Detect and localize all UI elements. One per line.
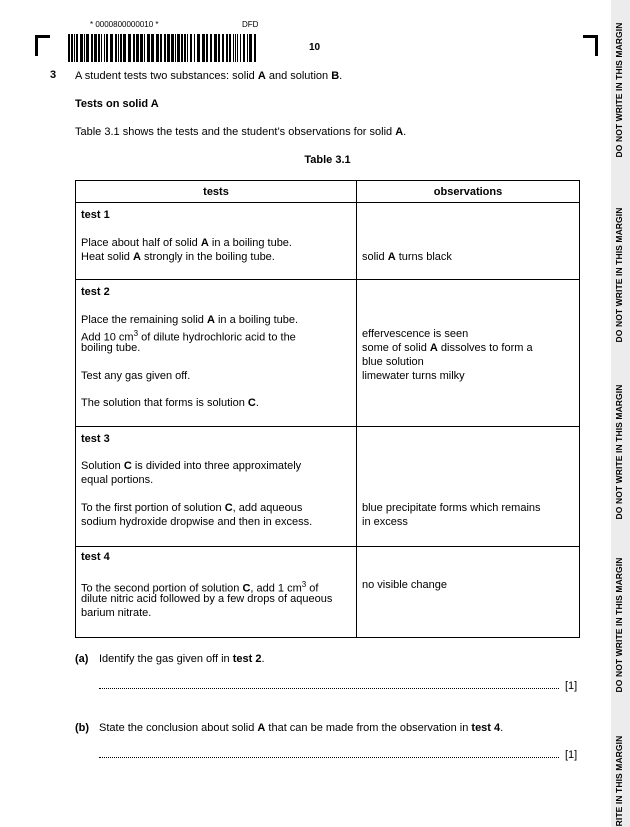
question-intro: A student tests two substances: solid A and solution B. bbox=[75, 70, 343, 82]
test1-observation-cell bbox=[357, 203, 580, 280]
part-a-mark: [1] bbox=[565, 680, 578, 692]
margin-warning: RITE IN THIS MARGIN bbox=[614, 735, 624, 827]
test2-line3: boiling tube. bbox=[81, 342, 141, 354]
test4-line2: dilute nitric acid followed by a few drops of aqueous bbox=[81, 593, 333, 605]
test3-observation-cell bbox=[357, 427, 580, 547]
barcode-code: DFD bbox=[242, 20, 259, 29]
margin-warning: DO NOT WRITE IN THIS MARGIN bbox=[614, 22, 624, 158]
test4-observation-cell bbox=[357, 547, 580, 638]
test2-observation-cell bbox=[357, 280, 580, 427]
test4-title: test 4 bbox=[81, 551, 110, 563]
observations-table bbox=[75, 180, 580, 638]
barcode-image bbox=[68, 34, 260, 62]
test3-line4: sodium hydroxide dropwise and then in excess. bbox=[81, 516, 313, 528]
test2-line5: The solution that forms is solution C. bbox=[81, 397, 259, 409]
header-observations: observations bbox=[357, 181, 580, 203]
part-a-label: (a) bbox=[75, 653, 89, 665]
registration-mark-right bbox=[583, 35, 598, 56]
part-b-question: State the conclusion about solid A that can be made from the observation in test 4. bbox=[99, 722, 504, 734]
margin-warning: DO NOT WRITE IN THIS MARGIN bbox=[614, 557, 624, 693]
test1-observation: solid A turns black bbox=[362, 251, 452, 263]
test3-observation2: in excess bbox=[362, 516, 408, 528]
registration-mark-left bbox=[35, 35, 50, 56]
table-header-row bbox=[76, 181, 580, 203]
test4-observation: no visible change bbox=[362, 579, 448, 591]
test2-observation4: limewater turns milky bbox=[362, 370, 465, 382]
test3-line3: To the first portion of solution C, add aqueous bbox=[81, 502, 303, 514]
part-b-answer-line[interactable] bbox=[99, 757, 559, 758]
table-caption: Table 3.1 bbox=[304, 154, 351, 166]
part-a-question: Identify the gas given off in test 2. bbox=[99, 653, 265, 665]
test1-title: test 1 bbox=[81, 209, 110, 221]
test4-line3: barium nitrate. bbox=[81, 607, 152, 619]
test4-line1: To the second portion of solution C, add 1 $cm^3$ of bbox=[81, 580, 319, 595]
test2-line4: Test any gas given off. bbox=[81, 370, 191, 382]
header-tests: tests bbox=[76, 181, 357, 203]
test4-cell bbox=[76, 547, 357, 638]
table-row bbox=[76, 203, 580, 280]
test2-observation3: blue solution bbox=[362, 356, 424, 368]
test3-cell bbox=[76, 427, 357, 547]
margin-warning: DO NOT WRITE IN THIS MARGIN bbox=[614, 384, 624, 520]
test2-observation2: some of solid A dissolves to form a bbox=[362, 342, 533, 354]
test3-line2: equal portions. bbox=[81, 474, 154, 486]
question-number: 3 bbox=[50, 69, 57, 81]
test2-title: test 2 bbox=[81, 286, 110, 298]
page-number: 10 bbox=[309, 42, 321, 53]
part-b-label: (b) bbox=[75, 722, 90, 734]
test2-line2: Add 10 $cm^3$ of dilute hydrochloric acid to the bbox=[81, 329, 296, 344]
table-row bbox=[76, 280, 580, 427]
part-b-mark: [1] bbox=[565, 749, 578, 761]
test3-observation1: blue precipitate forms which remains bbox=[362, 502, 541, 514]
table-row bbox=[76, 427, 580, 547]
table-row bbox=[76, 547, 580, 638]
test1-line2: Heat solid A strongly in the boiling tube. bbox=[81, 251, 275, 263]
barcode-number: * 0000800000010 * bbox=[90, 20, 159, 29]
test3-title: test 3 bbox=[81, 433, 110, 445]
part-a-answer-line[interactable] bbox=[99, 688, 559, 689]
section-title: Tests on solid A bbox=[75, 98, 159, 110]
test2-observation1: effervescence is seen bbox=[362, 328, 469, 340]
test2-cell bbox=[76, 280, 357, 427]
test2-line1: Place the remaining solid A in a boiling tube. bbox=[81, 314, 299, 326]
margin-warning: DO NOT WRITE IN THIS MARGIN bbox=[614, 207, 624, 343]
test3-line1: Solution C is divided into three approximately bbox=[81, 460, 302, 472]
test1-cell bbox=[76, 203, 357, 280]
test1-line1: Place about half of solid A in a boiling tube. bbox=[81, 237, 292, 249]
table-intro: Table 3.1 shows the tests and the student’s observations for solid A. bbox=[75, 126, 407, 138]
